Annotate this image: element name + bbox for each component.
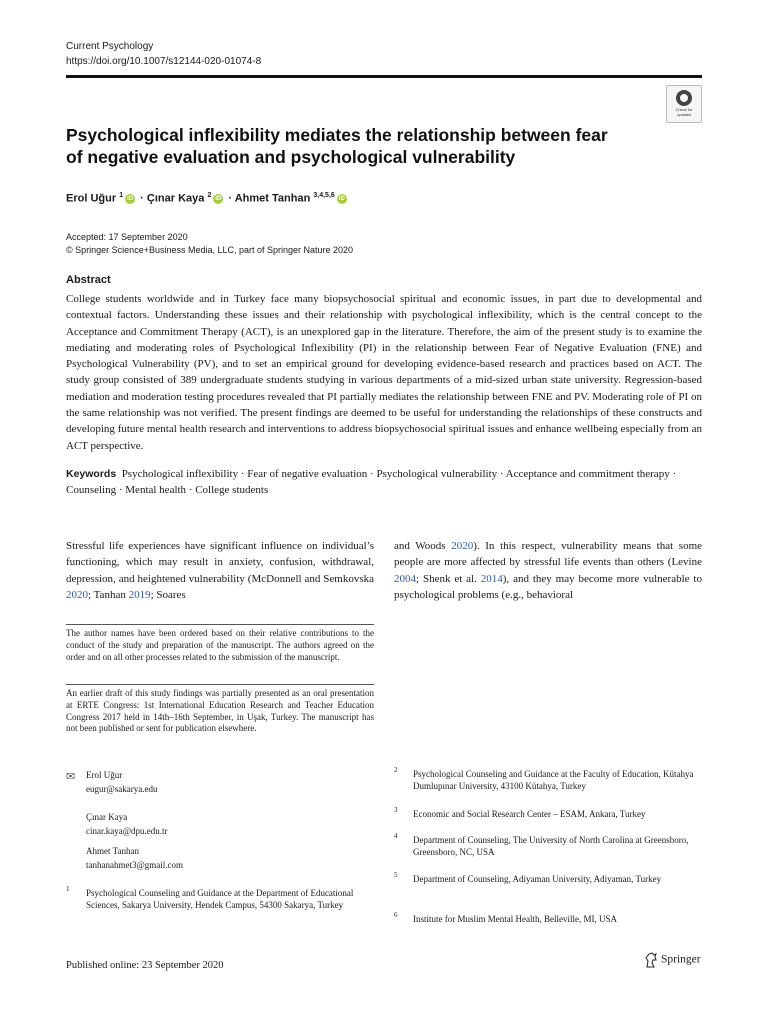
affiliation-number: 3 xyxy=(394,806,398,814)
correspondence-name: Çınar Kaya xyxy=(86,812,128,822)
affiliation-text: Psychological Counseling and Guidance at the Department of Educational Sciences, Sakarya University, Hendek Campus, 54300 Sakarya, Turkey xyxy=(86,888,354,910)
affiliation-text: Psychological Counseling and Guidance at the Faculty of Education, Kütahya Dumlupınar University, 43100 Kütahya, Turkey xyxy=(413,769,694,791)
copyright-icon: © xyxy=(66,245,73,255)
keywords-text: Psychological inflexibility · Fear of negative evaluation · Psychological vulnerability · Acceptance and commitment therapy · Counseling · Mental health · College students xyxy=(66,468,677,497)
orcid-icon[interactable]: iD xyxy=(338,195,345,202)
author-affiliation-ref: 2 xyxy=(207,192,212,199)
check-for-updates-badge[interactable] xyxy=(666,85,702,123)
note-divider xyxy=(66,684,374,685)
author-name[interactable]: Erol Uğur xyxy=(66,192,117,205)
correspondence-email[interactable]: eugur@sakarya.edu xyxy=(86,784,158,794)
doi-link[interactable]: https://doi.org/10.1007/s12144-020-01074-8 xyxy=(66,56,262,67)
author-separator: · xyxy=(228,192,233,205)
keywords-label: Keywords xyxy=(66,468,117,480)
citation-link[interactable]: 2019 xyxy=(128,588,151,601)
journal-name: Current Psychology xyxy=(66,41,154,52)
springer-wordmark: Springer xyxy=(661,953,701,966)
affiliation-text: Economic and Social Research Center – ESAM, Ankara, Turkey xyxy=(413,809,646,819)
author-name[interactable]: Ahmet Tanhan xyxy=(234,192,311,205)
body-text: and Woods xyxy=(394,540,452,552)
correspondence-name: Ahmet Tanhan xyxy=(86,846,139,856)
body-column-left xyxy=(66,538,374,603)
body-text: ), and they may become more vulnerable to psychological problems (e.g., behavioral xyxy=(394,572,702,601)
check-updates-icon xyxy=(676,90,692,106)
correspondence-name: Erol Uğur xyxy=(86,770,123,780)
body-column-right xyxy=(394,538,702,603)
envelope-icon: ✉ xyxy=(66,771,76,783)
affiliation-number: 4 xyxy=(394,832,398,840)
badge-line1: Check for xyxy=(675,107,693,112)
affiliation-text: Department of Counseling, Adiyaman University, Adiyaman, Turkey xyxy=(413,874,662,884)
abstract-text: College students worldwide and in Turkey face many biopsychosocial spiritual and economic issues, in part due to developmental and contextual factors. Understanding these issues and their relationship with psychological inflexibility, which is the central concept to the Acceptance and Commitment Therapy (ACT), is an unexplored gap in the literature. Therefore, the aim of the present study is to examine the mediating and moderating roles of Psychological Inflexibility (PI) in the relationship between Fear of Negative Evaluation (FNE) and Psychological Vulnerability (PV), and to set an empirical ground for developing evidence-based research and practices based on ACT. The study group consisted of 389 undergraduate students studying in various departments of a mid-sized urban state university. Regression-based mediation and moderation testing procedures revealed that PI partially mediates the relationship between FNE and PV. Moderating role of PI on the same relationship was not verified. The present findings are deemed to be useful for understanding the relationships of these constructs and developing future mental health research and interventions to address biopsychosocial spiritual issues and enhance wellbeing especially from an ACT perspective. xyxy=(66,293,702,452)
springer-horse-icon xyxy=(644,952,658,968)
correspondence-email[interactable]: cinar.kaya@dpu.edu.tr xyxy=(86,826,168,836)
author-affiliation-ref: 1 xyxy=(119,192,124,199)
citation-link[interactable]: 2014 xyxy=(480,572,503,585)
abstract-heading: Abstract xyxy=(66,274,111,286)
author-list xyxy=(66,192,349,205)
note-divider xyxy=(66,624,374,625)
citation-link[interactable]: 2020 xyxy=(451,540,474,552)
correspondence-email[interactable]: tanhanahmet3@gmail.com xyxy=(86,860,184,870)
copyright-line xyxy=(66,245,353,255)
author-name[interactable]: Çınar Kaya xyxy=(146,192,205,205)
affiliation-number: 6 xyxy=(394,911,398,919)
orcid-icon[interactable]: iD xyxy=(127,195,134,202)
badge-line2: updates xyxy=(676,112,692,117)
springer-logo[interactable] xyxy=(644,952,701,968)
presentation-note: An earlier draft of this study findings was partially presented as an oral presentation at ERTE Congress: 1st International Education Research and Teacher Education Congress 2017 held in 14th–16th September, in Uşak, Turkey. The manuscript has not been published or sent for publication elsewhere. xyxy=(66,688,374,734)
paper-title: Psychological inflexibility mediates the relationship between fear of negative evaluation and psychological vulnerability xyxy=(66,125,608,167)
body-text: ; Tanhan xyxy=(88,588,129,601)
body-text: ; Soares xyxy=(150,588,186,601)
accepted-date: Accepted: 17 September 2020 xyxy=(66,232,188,242)
orcid-icon[interactable]: iD xyxy=(215,195,222,202)
body-text: ). In this respect, vulnerability means that some people are more affected by stressful life events than others (Levine xyxy=(394,540,703,569)
published-online-date: Published online: 23 September 2020 xyxy=(66,960,224,971)
affiliation-text: Institute for Muslim Mental Health, Belleville, MI, USA xyxy=(413,914,617,924)
affiliation-number: 1 xyxy=(66,885,70,893)
affiliation-number: 5 xyxy=(394,871,398,879)
author-order-note: The author names have been ordered based on their relative contributions to the conduct of the study and preparation of the manuscript. The authors agreed on the order and on all other processes related to the submission of the manuscript. xyxy=(66,628,374,662)
affiliation-number: 2 xyxy=(394,766,398,774)
body-text: Stressful life experiences have significant influence on individual’s functioning, which may result in anxiety, confusion, withdrawal, depression, and heightened vulnerability (McDonnell and Semkovska xyxy=(66,540,374,585)
copyright-text: Springer Science+Business Media, LLC, part of Springer Nature 2020 xyxy=(75,245,354,255)
affiliation-text: Department of Counseling, The University of North Carolina at Greensboro, Greensboro, NC, USA xyxy=(413,835,689,857)
author-separator: · xyxy=(140,192,144,205)
citation-link[interactable]: 2020 xyxy=(66,588,88,601)
citation-link[interactable]: 2004 xyxy=(394,572,416,585)
author-affiliation-ref: 3,4,5,6 xyxy=(313,192,335,199)
header-rule xyxy=(66,75,702,78)
keywords xyxy=(66,466,702,499)
body-text: ; Shenk et al. xyxy=(416,572,481,585)
